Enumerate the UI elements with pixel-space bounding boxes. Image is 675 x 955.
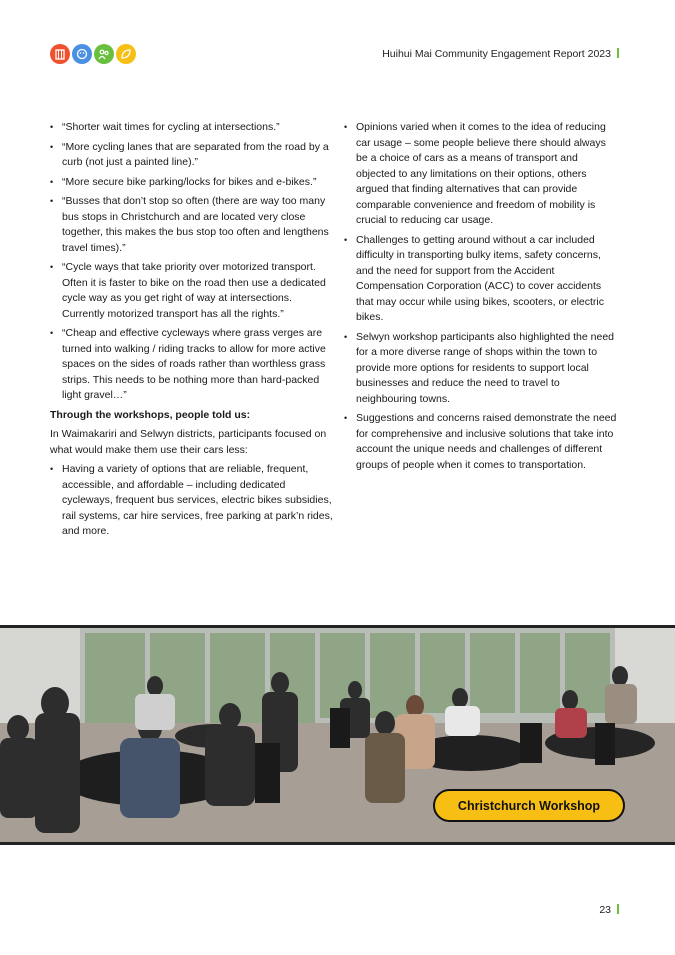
list-item: • Suggestions and concerns raised demonstrate the need for comprehensive and inclusive solutions that take into account the unique needs and challenges of different groups of people when it comes to transportation. [344, 411, 620, 473]
section-heading: Through the workshops, people told us: [50, 408, 251, 421]
page-number: 23 [599, 904, 611, 916]
list-item: • “Cycle ways that take priority over motorized transport. Often it is faster to bike on the road then use a dedicated cycle way as you get right of way at intersections. Currently motorized transport has all the rights.” [50, 260, 333, 322]
list-item: • Selwyn workshop participants also highlighted the need for a more diverse range of shops within the town to provide more options for residents to support local businesses and reduce the need to travel to neighbouring towns. [344, 330, 620, 408]
list-item: • Having a variety of options that are reliable, frequent, accessible, and affordable – including dedicated cycleways, frequent bus services, electric bikes subsidies, rail systems, car hire services, free parking at park’n rides, and more. [50, 462, 333, 540]
building-icon [50, 44, 70, 64]
accent-bar [617, 48, 619, 58]
intro-paragraph: In Waimakariri and Selwyn districts, participants focused on what would make them use their cars less: [50, 428, 327, 456]
list-item: • “Shorter wait times for cycling at intersections.” [50, 120, 333, 136]
people-icon [94, 44, 114, 64]
list-item: • Challenges to getting around without a car included difficulty in transporting bulky items, safety concerns, and the need for support from the Accident Compensation Corporation (ACC) to cover accidents that may occur while using bikes, scooters, or electric bikes. [344, 233, 620, 326]
left-column [50, 120, 333, 544]
face-icon [72, 44, 92, 64]
findings-list-continued [344, 120, 620, 473]
page-footer [599, 904, 619, 916]
report-title: Huihui Mai Community Engagement Report 2023 [382, 48, 611, 60]
leaf-icon [116, 44, 136, 64]
accent-bar [617, 904, 619, 914]
list-item: • “More secure bike parking/locks for bikes and e-bikes.” [50, 175, 333, 191]
list-item: • Opinions varied when it comes to the idea of reducing car usage – some people believe there should always be a choice of cars as a means of transport and objected to any limitations on their options, others argued that finding alternatives that can provide comparable convenience and freedom of mobility is crucial to reducing car usage. [344, 120, 620, 229]
report-logo [50, 44, 136, 64]
photo-caption: Christchurch Workshop [457, 798, 601, 813]
list-item: • “Busses that don’t stop so often (there are way too many bus stops in Christchurch and are located very close together, this makes the bus stop too often and lengthens travel times).” [50, 194, 333, 256]
list-item: • “Cheap and effective cycleways where grass verges are turned into walking / riding tracks to allow for more active spaces on the sides of roads rather than worthless grass strips. This needs to be nothing more than hard-packed light gravel…” [50, 326, 333, 404]
list-item: • “More cycling lanes that are separated from the road by a curb (not just a painted line).” [50, 140, 333, 171]
findings-list [50, 462, 333, 540]
quotes-list [50, 120, 333, 404]
right-column [344, 120, 620, 477]
report-header [382, 48, 619, 60]
photo-caption-badge [433, 789, 625, 822]
